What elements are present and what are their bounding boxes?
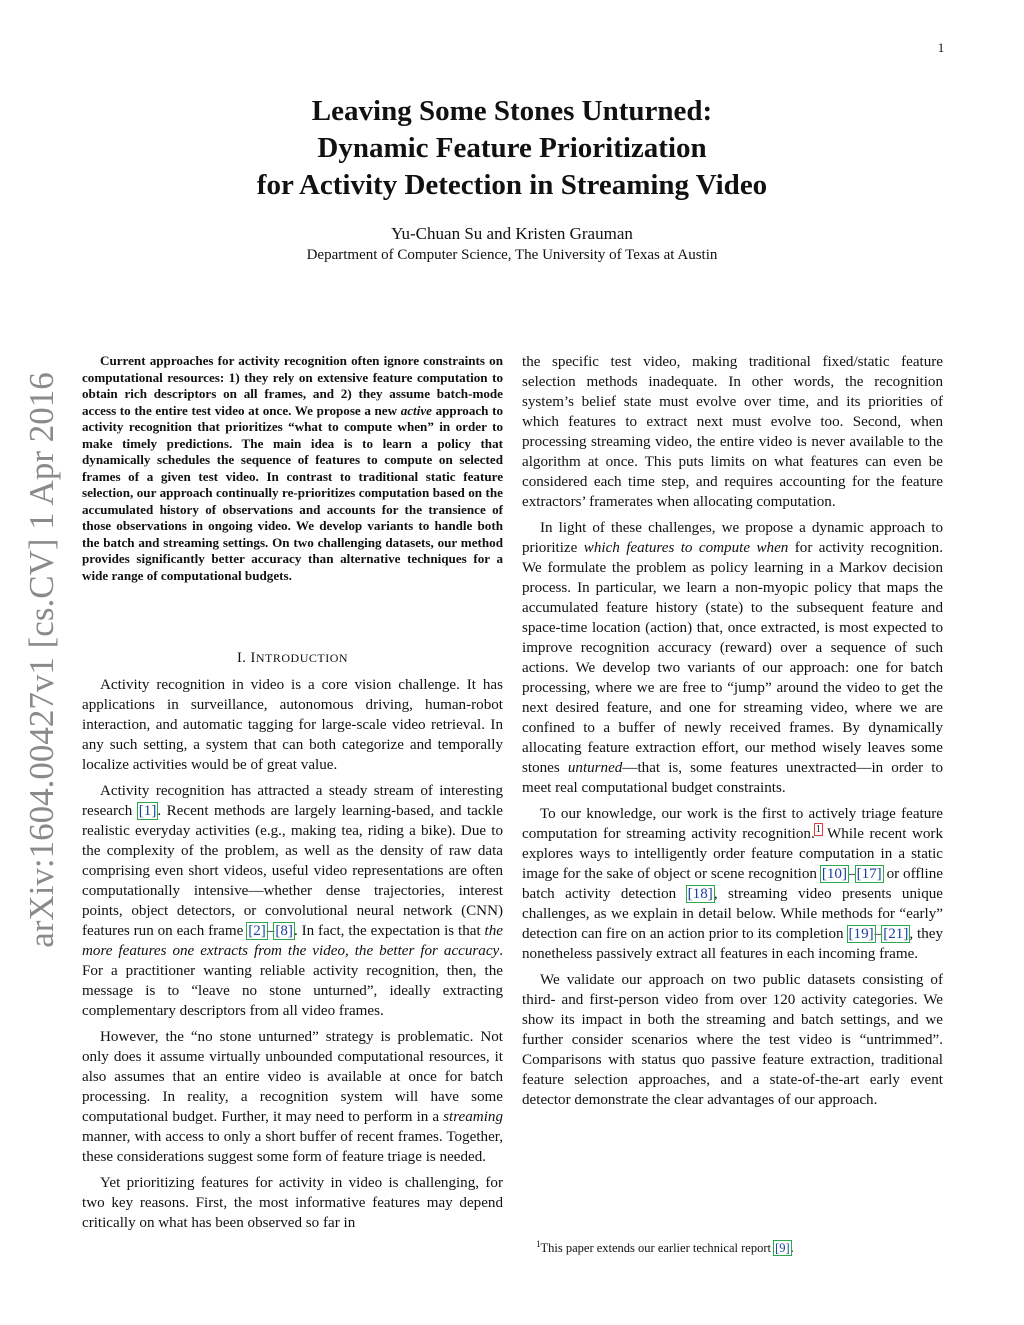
paragraph: To our knowledge, our work is the first to actively triage feature computation for streaming activity recognition.$^1$ While recent work explores ways to intelligently order feature computation in a static image for the sake of object or scene recognition [10]–[17] or offline batch activity detection [18], streaming video presents unique challenges, as we explain in detail below. While methods for “early” detection can fire on an action prior to its completion [19]–[21], they nonetheless passively extract all features in each incoming frame.	[522, 806, 943, 962]
footnote-link[interactable]: 1	[815, 823, 821, 835]
authors: Yu-Chuan Su and Kristen Grauman	[391, 224, 633, 243]
citation-link[interactable]: [2]	[248, 923, 266, 939]
citation-link[interactable]: [18]	[687, 886, 713, 902]
citation-link[interactable]: [9]	[775, 1241, 790, 1256]
citation-link[interactable]: [10]	[821, 866, 848, 882]
section-number: I.	[236, 650, 247, 666]
paragraph: Activity recognition has attracted a steady stream of interesting research [1]. Recent methods are largely learning-based, and tackle realistic everyday activities (e.g., making tea, riding a bike). Due to the complexity of the problem, as well as the density of raw data comprising even short videos, useful video representations are often computationally intensive—whether dense trajectories, interest points, object detectors, or convolutional neural network (CNN) features run on each frame [2]–[8]. In fact, the expectation is that the more features one extracts from the video, the better for accuracy. For a practitioner wanting reliable activity recognition, then, the message is to “leave no stone unturned”, ideally extracting complementary descriptors from all video frames.	[82, 783, 503, 1019]
abstract	[82, 353, 503, 584]
page-number: 1	[937, 40, 945, 55]
paragraph: We validate our approach on two public datasets consisting of third- and first-person video from over 120 activity categories. We show its impact in both the streaming and batch settings, and we further consider scenarios where the test video is “untrimmed”. Comparisons with status quo passive feature extraction, traditional feature selection approaches, and a state-of-the-art early event detector demonstrate the clear advantages of our approach.	[522, 972, 943, 1108]
section-title-rest: NTRODUCTION	[255, 651, 349, 665]
paragraph: the specific test video, making traditional fixed/static feature selection methods inadequate. In other words, the recognition system’s belief state must evolve over time, and its priorities of which features to extract next must evolve too. Second, when processing streaming video, the entire video is never available to the algorithm at once. This puts limits on what features can even be considered each time step, and requires accounting for the feature extractors’ framerates when allocating computation.	[522, 354, 943, 510]
arxiv-stamp-text: arXiv:1604.00427v1 [cs.CV] 1 Apr 2016	[22, 372, 61, 948]
abstract-emphasis: active	[400, 402, 432, 418]
footnote: $^1$This paper extends our earlier technical report [9].	[536, 1239, 794, 1256]
paragraph: Yet prioritizing features for activity in video is challenging, for two key reasons. First, the most informative features may depend critically on what has been observed so far in	[82, 1175, 503, 1231]
citation-link[interactable]: [19]	[848, 926, 874, 942]
title-line-2: Dynamic Feature Prioritization	[317, 132, 707, 164]
paragraph: Activity recognition in video is a core vision challenge. It has applications in surveillance, autonomous driving, human-robot interaction, and automatic tagging for large-scale video retrieval. In any such setting, a system that can both categorize and temporally localize activities would be of great value.	[82, 677, 503, 773]
citation-link[interactable]: [17]	[856, 866, 882, 882]
abstract-text-2: approach to activity recognition that prioritizes “what to compute when” in order to make timely predictions. The main idea is to learn a policy that dynamically schedules the sequence of features to compute on selected frames of a given test video. In contrast to traditional static feature selection, our approach continually re-prioritizes computation based on the accumulated history of observations and accounts for the transience of those observations in ongoing video. We develop variants to handle both the batch and streaming settings. On two challenging datasets, our method provides significantly better accuracy than alternative techniques for a wide range of computational budgets.	[82, 402, 503, 583]
paragraph: However, the “no stone unturned” strategy is problematic. Not only does it assume virtually unbounded computational resources, it also assumes that an entire video is available at once for batch processing. In reality, a recognition system will have some computational budget. Further, it may need to perform in a streaming manner, with access to only a short buffer of recent frames. Together, these considerations suggest some form of feature triage is needed.	[82, 1029, 503, 1165]
affiliation: Department of Computer Science, The University of Texas at Austin	[306, 247, 718, 263]
title-line-3: for Activity Detection in Streaming Video	[256, 169, 768, 201]
citation-link[interactable]: [8]	[275, 923, 293, 939]
footnote-mark: 1	[536, 1239, 541, 1249]
citation-link[interactable]: [21]	[883, 926, 909, 942]
abstract-text-1: Current approaches for activity recognition often ignore constraints on computational resources: 1) they rely on extensive feature computation to obtain rich descriptors on all frames, and 2) they assume batch-mode access to the entire test video at once. We propose a new	[82, 353, 503, 418]
left-column-body	[82, 675, 503, 1239]
section-initial: I	[250, 650, 256, 666]
paper-title	[140, 93, 884, 204]
title-line-1: Leaving Some Stones Unturned:	[311, 95, 713, 127]
section-heading-introduction	[82, 650, 503, 667]
right-column-body	[522, 352, 943, 1116]
citation-link[interactable]: [1]	[138, 803, 157, 819]
arxiv-stamp	[14, 360, 70, 960]
paragraph: In light of these challenges, we propose a dynamic approach to prioritize which features to compute when for activity recognition. We formulate the problem as policy learning in a Markov decision process. In particular, we learn a non-myopic policy that maps the accumulated feature history (state) to the subsequent feature and space-time location (action) that, once extracted, is most expected to improve recognition accuracy (reward) over a sequence of such actions. We develop two variants of our approach: one for batch processing, where we are free to “jump” around the video to get the next desired feature, and one for streaming video, where we are confined to a buffer of newly received frames. By dynamically allocating feature extraction effort, our method wisely leaves some stones unturned—that is, some features unextracted—in order to meet real computational budget constraints.	[522, 520, 943, 796]
